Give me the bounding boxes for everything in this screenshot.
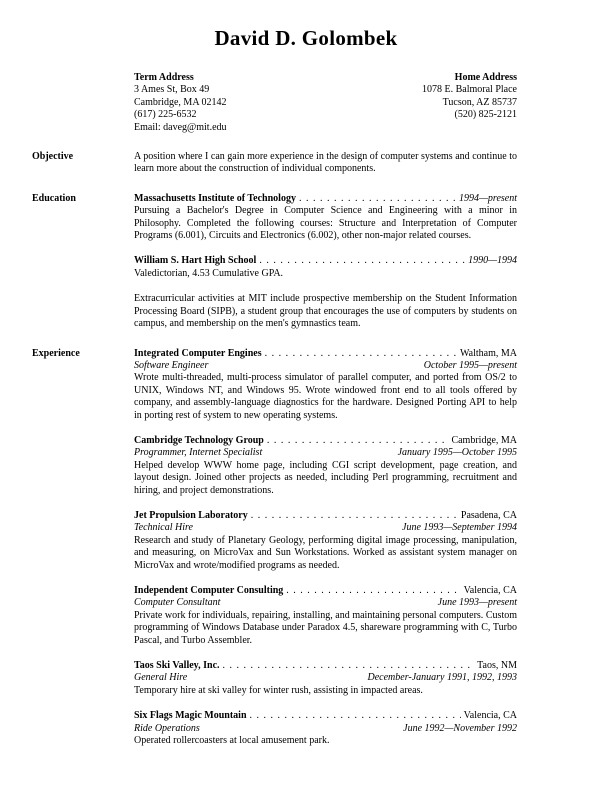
experience-entry xyxy=(134,348,517,422)
job-description: Private work for individuals, repairing, installing, and maintaining personal computers. Custom programming of Windows Database under Paradox 4.5, shareware programming with C, Turbo Pascal, and Turbo Assembler. xyxy=(134,609,517,646)
job-dates: June 1992—November 1992 xyxy=(403,722,517,734)
employer-location: Valencia, CA xyxy=(463,710,517,722)
address-block xyxy=(134,72,517,134)
employer-name: Taos Ski Valley, Inc. xyxy=(134,660,220,672)
experience-entry xyxy=(134,660,517,697)
dotted-leader xyxy=(265,348,457,360)
job-title: Computer Consultant xyxy=(134,597,221,609)
employer-location: Valencia, CA xyxy=(463,585,517,596)
employer-name: Independent Computer Consulting xyxy=(134,585,284,596)
experience-entry xyxy=(134,710,517,747)
education-section xyxy=(0,193,612,331)
job-title: Technical Hire xyxy=(134,522,193,534)
employer-name: Six Flags Magic Mountain xyxy=(134,710,247,722)
dotted-leader xyxy=(223,660,475,672)
page-title: David D. Golombek xyxy=(214,26,398,50)
job-dates: December-January 1991, 1992, 1993 xyxy=(367,672,517,684)
school-name: William S. Hart High School xyxy=(134,255,257,267)
job-dates: June 1993—September 1994 xyxy=(402,522,517,534)
education-entry xyxy=(134,193,517,243)
dotted-leader xyxy=(259,255,465,267)
home-address xyxy=(422,72,517,134)
school-description: Valedictorian, 4.53 Cumulative GPA. xyxy=(134,267,284,279)
term-address-label: Term Address xyxy=(134,72,194,83)
job-description: Research and study of Planetary Geology, performing digital image processing, manipulation, and measuring, on MicroVax and Sun Workstations. Worked as assistant system manager on MicroVax and wrote/modified programs as needed. xyxy=(134,534,517,571)
term-address-line: 3 Ames St, Box 49 xyxy=(134,84,210,96)
job-title: General Hire xyxy=(134,672,188,684)
job-title: Programmer, Internet Specialist xyxy=(134,447,263,459)
employer-location: Taos, NM xyxy=(477,660,517,672)
dotted-leader xyxy=(299,193,456,205)
term-address xyxy=(134,72,227,134)
employer-location: Cambridge, MA xyxy=(451,434,517,446)
home-address-line: (520) 825-2121 xyxy=(454,109,517,121)
education-section-label: Education xyxy=(32,192,76,204)
job-description: Helped develop WWW home page, including CGI script development, page creation, and layout design. Joined other projects as needed, including Perl programming, recruitment and hiring, and project demonstrations. xyxy=(134,459,517,496)
experience-section xyxy=(0,348,612,748)
school-description: Pursuing a Bachelor's Degree in Computer Science and Engineering with a minor in Philosophy. Completed the following courses: Structure and Interpretation of Computer Programs (6.001), Circuits and Electronics (6.002), other non-major related courses. xyxy=(134,205,517,242)
employer-name: Jet Propulsion Laboratory xyxy=(134,509,248,521)
term-address-line: Cambridge, MA 02142 xyxy=(134,96,227,108)
experience-entry xyxy=(134,585,517,647)
job-title: Ride Operations xyxy=(134,722,200,734)
job-description: Temporary hire at ski valley for winter rush, assisting in impacted areas. xyxy=(134,684,423,696)
dotted-leader xyxy=(251,510,458,522)
experience-entry xyxy=(134,510,517,572)
term-address-line: (617) 225-6532 xyxy=(134,109,197,121)
school-dates: 1994—present xyxy=(459,192,517,204)
term-address-email: Email: daveg@mit.edu xyxy=(134,121,227,133)
home-address-line: 1078 E. Balmoral Place xyxy=(422,84,517,96)
employer-name: Integrated Computer Engines xyxy=(134,347,262,359)
objective-section xyxy=(0,151,612,176)
school-dates: 1990—1994 xyxy=(468,255,517,267)
dotted-leader xyxy=(267,435,449,447)
job-dates: October 1995—present xyxy=(423,359,517,371)
home-address-line: Tucson, AZ 85737 xyxy=(442,96,517,108)
dotted-leader xyxy=(250,710,461,722)
dotted-leader xyxy=(286,585,460,597)
experience-entry xyxy=(134,435,517,497)
job-description: Wrote multi-threaded, multi-process simulator of parallel computer, and ported from OS/2 to UNIX, Windows NT, and Windows 95. Wrote windowed front end to all tools offered by company, and assembly-language diagnostics for the hardware. Designed Porting API to help in porting rest of system to new operating systems. xyxy=(134,372,517,421)
extracurricular-text: Extracurricular activities at MIT include prospective membership on the Student Information Processing Board (SIPB), a student group that encourages the use of computers by students on campus, and membership on the men's gymnastics team. xyxy=(134,293,517,330)
school-name: Massachusetts Institute of Technology xyxy=(134,192,296,204)
employer-location: Waltham, MA xyxy=(460,347,517,359)
employer-name: Cambridge Technology Group xyxy=(134,434,264,446)
objective-section-label: Objective xyxy=(32,151,74,163)
job-dates: January 1995—October 1995 xyxy=(397,447,517,459)
home-address-label: Home Address xyxy=(454,72,517,83)
education-entry xyxy=(134,255,517,280)
experience-section-label: Experience xyxy=(32,347,80,359)
objective-text: A position where I can gain more experience in the design of computer systems and continue to learn more about the construction of individual components. xyxy=(134,151,517,175)
employer-location: Pasadena, CA xyxy=(460,509,517,521)
job-description: Operated rollercoasters at local amusement park. xyxy=(134,735,330,747)
job-title: Software Engineer xyxy=(134,359,209,371)
job-dates: June 1993—present xyxy=(437,597,517,609)
